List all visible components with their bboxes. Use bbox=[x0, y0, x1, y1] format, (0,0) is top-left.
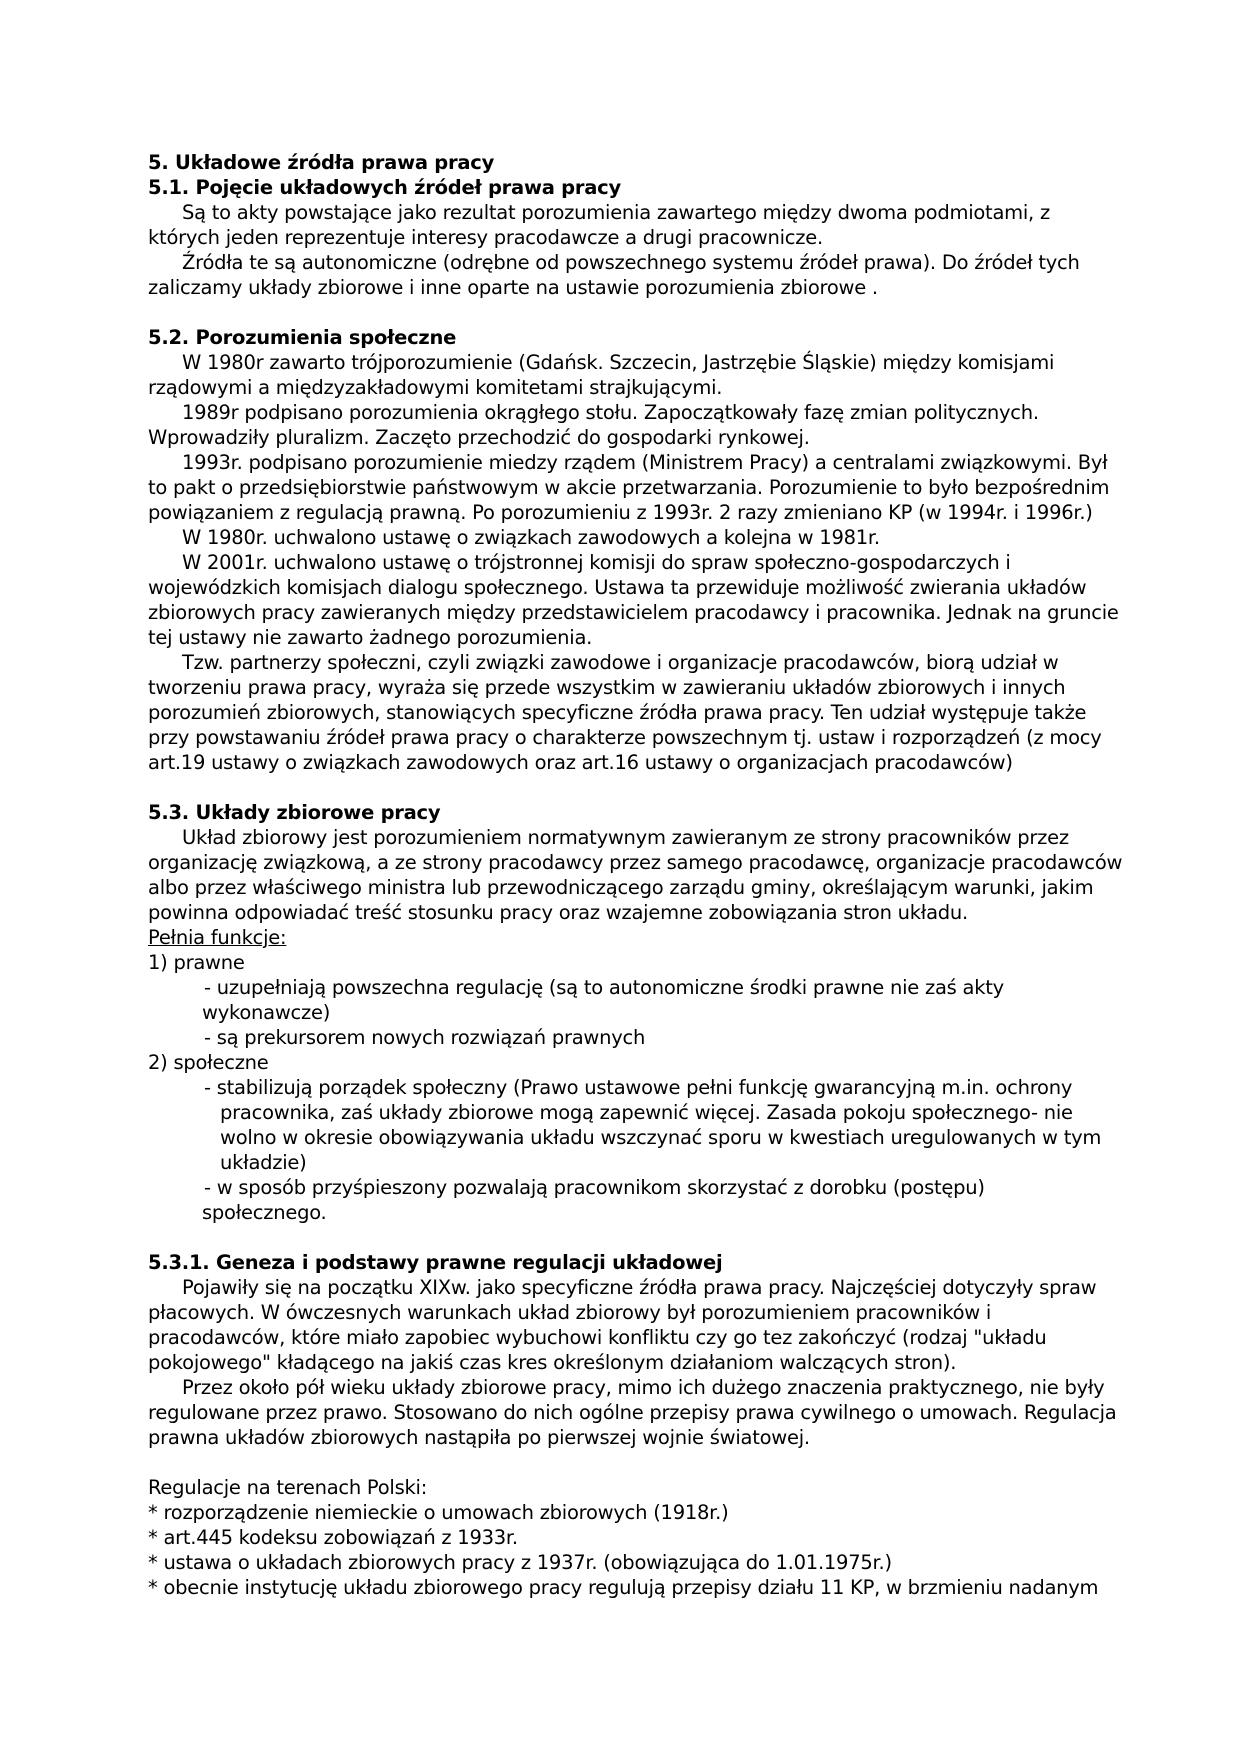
paragraph-line: to pakt o przedsiębiorstwie państwowym w akcie przetwarzania. Porozumienie to było bezpośrednim bbox=[148, 476, 1110, 499]
paragraph-line: pokojowego" kładącego na jakiś czas kres określonym działaniom walczących stron). bbox=[148, 1351, 957, 1374]
spacer bbox=[148, 300, 1088, 325]
heading-section-5: 5. Układowe źródła prawa pracy bbox=[148, 151, 495, 174]
list-item: - w sposób przyśpieszony pozwalają pracownikom skorzystać z dorobku (postępu) bbox=[204, 1176, 985, 1199]
spacer bbox=[148, 1225, 1088, 1250]
functions-label: Pełnia funkcje: bbox=[148, 926, 287, 949]
paragraph-line: prawna układów zbiorowych nastąpiła po pierwszej wojnie światowej. bbox=[148, 1426, 810, 1449]
paragraph-line: Źródła te są autonomiczne (odrębne od powszechnego systemu źródeł prawa). Do źródeł tych bbox=[182, 251, 1080, 274]
paragraph-line: albo przez właściwego ministra lub przewodniczącego zarządu gminy, określającym warunki, jakim bbox=[148, 876, 1094, 899]
paragraph-line: organizację związkową, a ze strony pracodawcy przez samego pracodawcę, organizacje pracodawców bbox=[148, 851, 1123, 874]
paragraph-line: W 1980r zawarto trójporozumienie (Gdańsk. Szczecin, Jastrzębie Śląskie) między komisjami bbox=[182, 351, 1055, 374]
paragraph-line: Tzw. partnerzy społeczni, czyli związki zawodowe i organizacje pracodawców, biorą udział w bbox=[182, 651, 1059, 674]
paragraph-line: zbiorowych pracy zawieranych między przedstawicielem pracodawcy i pracownika. Jednak na gruncie bbox=[148, 601, 1119, 624]
document-page bbox=[148, 150, 1123, 1600]
paragraph-line: Wprowadziły pluralizm. Zaczęto przechodzić do gospodarki rynkowej. bbox=[148, 426, 810, 449]
paragraph-line: 1989r podpisano porozumienia okrągłego stołu. Zapoczątkowały fazę zmian politycznych. bbox=[182, 401, 1039, 424]
paragraph-line: art.19 ustawy o związkach zawodowych oraz art.16 ustawy o organizacjach pracodawców) bbox=[148, 751, 1013, 774]
heading-section-5-2: 5.2. Porozumienia społeczne bbox=[148, 326, 457, 349]
list-item: wolno w okresie obowiązywania układu wszczynać sporu w kwestiach uregulowanych w tym bbox=[220, 1126, 1102, 1149]
regulations-label: Regulacje na terenach Polski: bbox=[148, 1476, 428, 1499]
paragraph-line: tworzeniu prawa pracy, wyraża się przede wszystkim w zawieraniu układów zbiorowych i innych bbox=[148, 676, 1066, 699]
paragraph-line: tej ustawy nie zawarto żadnego porozumienia. bbox=[148, 626, 593, 649]
list-item: wykonawcze) bbox=[202, 1001, 331, 1024]
paragraph-line: powinna odpowiadać treść stosunku pracy oraz wzajemne zobowiązania stron układu. bbox=[148, 901, 968, 924]
paragraph-line: regulowane przez prawo. Stosowano do nich ogólne przepisy prawa cywilnego o umowach. Regulacja bbox=[148, 1401, 1117, 1424]
list-item: układzie) bbox=[220, 1151, 307, 1174]
spacer bbox=[148, 1450, 1088, 1475]
heading-section-5-3: 5.3. Układy zbiorowe pracy bbox=[148, 801, 441, 824]
paragraph-line: Układ zbiorowy jest porozumieniem normatywnym zawieranym ze strony pracowników przez bbox=[182, 826, 1069, 849]
list-item: * rozporządzenie niemieckie o umowach zbiorowych (1918r.) bbox=[148, 1501, 729, 1524]
list-item: - stabilizują porządek społeczny (Prawo ustawowe pełni funkcję gwarancyjną m.in. ochrony bbox=[204, 1076, 1073, 1099]
list-item: - uzupełniają powszechna regulację (są to autonomiczne środki prawne nie zaś akty bbox=[204, 976, 1004, 999]
heading-section-5-1: 5.1. Pojęcie układowych źródeł prawa pracy bbox=[148, 176, 621, 199]
list-item: * ustawa o układach zbiorowych pracy z 1937r. (obowiązująca do 1.01.1975r.) bbox=[148, 1551, 892, 1574]
list-item: pracownika, zaś układy zbiorowe mogą zapewnić więcej. Zasada pokoju społecznego- nie bbox=[220, 1101, 1073, 1124]
paragraph-line: porozumień zbiorowych, stanowiących specyficzne źródła prawa pracy. Ten udział występuje także bbox=[148, 701, 1087, 724]
paragraph-line: W 2001r. uchwalono ustawę o trójstronnej komisji do spraw społeczno-gospodarczych i bbox=[182, 551, 1011, 574]
list-item: społecznego. bbox=[202, 1201, 327, 1224]
heading-section-5-3-1: 5.3.1. Geneza i podstawy prawne regulacji układowej bbox=[148, 1251, 723, 1274]
paragraph-line: Są to akty powstające jako rezultat porozumienia zawartego między dwoma podmiotami, z bbox=[182, 201, 1050, 224]
function-2-label: 2) społeczne bbox=[148, 1051, 269, 1074]
paragraph-line: wojewódzkich komisjach dialogu społecznego. Ustawa ta przewiduje możliwość zwierania układów bbox=[148, 576, 1087, 599]
spacer bbox=[148, 775, 1088, 800]
paragraph-line: 1993r. podpisano porozumienie miedzy rządem (Ministrem Pracy) a centralami związkowymi. Był bbox=[182, 451, 1108, 474]
paragraph-line: których jeden reprezentuje interesy pracodawcze a drugi pracownicze. bbox=[148, 226, 823, 249]
paragraph-line: W 1980r. uchwalono ustawę o związkach zawodowych a kolejna w 1981r. bbox=[182, 526, 880, 549]
list-item: - są prekursorem nowych rozwiązań prawnych bbox=[204, 1026, 646, 1049]
paragraph-line: Pojawiły się na początku XIXw. jako specyficzne źródła prawa pracy. Najczęściej dotyczyły spraw bbox=[182, 1276, 1097, 1299]
list-item: * art.445 kodeksu zobowiązań z 1933r. bbox=[148, 1526, 518, 1549]
paragraph-line: przy powstawaniu źródeł prawa pracy o charakterze powszechnym tj. ustaw i rozporządzeń (z mocy bbox=[148, 726, 1102, 749]
paragraph-line: powiązaniem z regulacją prawną. Po porozumieniu z 1993r. 2 razy zmieniano KP (w 1994r. i 1996r.) bbox=[148, 501, 1093, 524]
paragraph-line: pracodawców, które miało zapobiec wybuchowi konfliktu czy go tez zakończyć (rodzaj "układu bbox=[148, 1326, 1047, 1349]
paragraph-line: rządowymi a międzyzakładowymi komitetami strajkującymi. bbox=[148, 376, 723, 399]
list-item: * obecnie instytucję układu zbiorowego pracy regulują przepisy działu 11 KP, w brzmieniu nadanym bbox=[148, 1576, 1099, 1599]
function-1-label: 1) prawne bbox=[148, 951, 245, 974]
paragraph-line: zaliczamy układy zbiorowe i inne oparte na ustawie porozumienia zbiorowe . bbox=[148, 276, 878, 299]
paragraph-line: płacowych. W ówczesnych warunkach układ zbiorowy był porozumieniem pracowników i bbox=[148, 1301, 992, 1324]
paragraph-line: Przez około pół wieku układy zbiorowe pracy, mimo ich dużego znaczenia praktycznego, nie były bbox=[182, 1376, 1105, 1399]
